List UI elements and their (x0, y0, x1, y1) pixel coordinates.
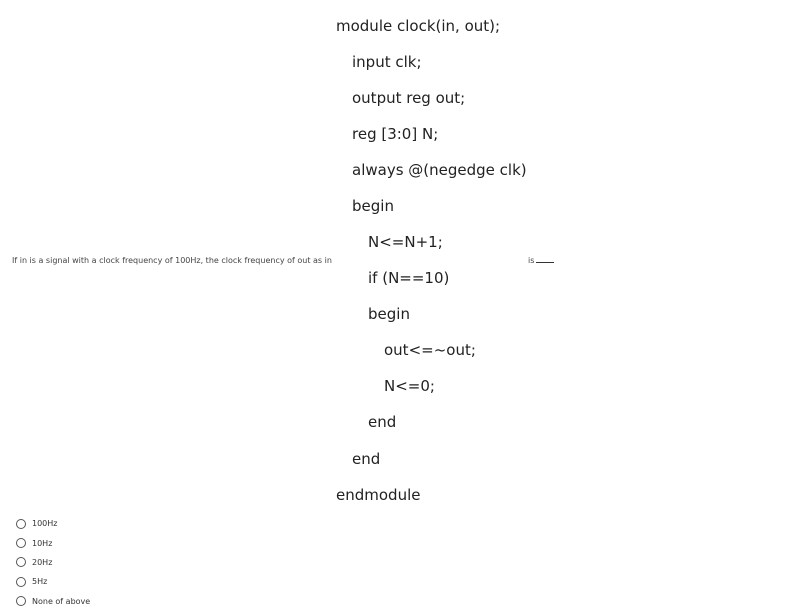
code-line: reg [3:0] N; (352, 125, 439, 143)
code-line: out<=~out; (384, 341, 476, 359)
code-line: input clk; (352, 53, 422, 71)
question-prefix: If in is a signal with a clock frequency of 100Hz, the clock frequency of out as in (12, 256, 332, 265)
option-label: 20Hz (32, 557, 53, 567)
code-line: end (368, 413, 397, 431)
option-label: 5Hz (32, 577, 48, 587)
option-none-of-above[interactable] (16, 592, 90, 611)
option-label: 10Hz (32, 538, 53, 548)
code-line: end (352, 450, 381, 468)
code-line: always @(negedge clk) (352, 161, 527, 179)
radio-button[interactable] (16, 538, 26, 548)
option-100hz[interactable] (16, 514, 90, 533)
answer-blank (536, 262, 554, 263)
code-line: if (N==10) (368, 269, 450, 287)
radio-button[interactable] (16, 557, 26, 567)
code-line: endmodule (336, 486, 421, 504)
code-line: begin (368, 305, 410, 323)
radio-button[interactable] (16, 596, 26, 606)
answer-options (16, 514, 90, 611)
question-suffix-text: is (528, 256, 535, 265)
question-suffix (528, 256, 554, 265)
option-label: 100Hz (32, 519, 58, 529)
radio-button[interactable] (16, 519, 26, 529)
radio-button[interactable] (16, 577, 26, 587)
option-10hz[interactable] (16, 533, 90, 552)
code-line: N<=0; (384, 377, 435, 395)
option-5hz[interactable] (16, 572, 90, 591)
option-label: None of above (32, 596, 91, 606)
code-line: module clock(in, out); (336, 17, 501, 35)
code-line: output reg out; (352, 89, 466, 107)
code-line: N<=N+1; (368, 233, 443, 251)
option-20hz[interactable] (16, 553, 90, 572)
code-line: begin (352, 197, 394, 215)
